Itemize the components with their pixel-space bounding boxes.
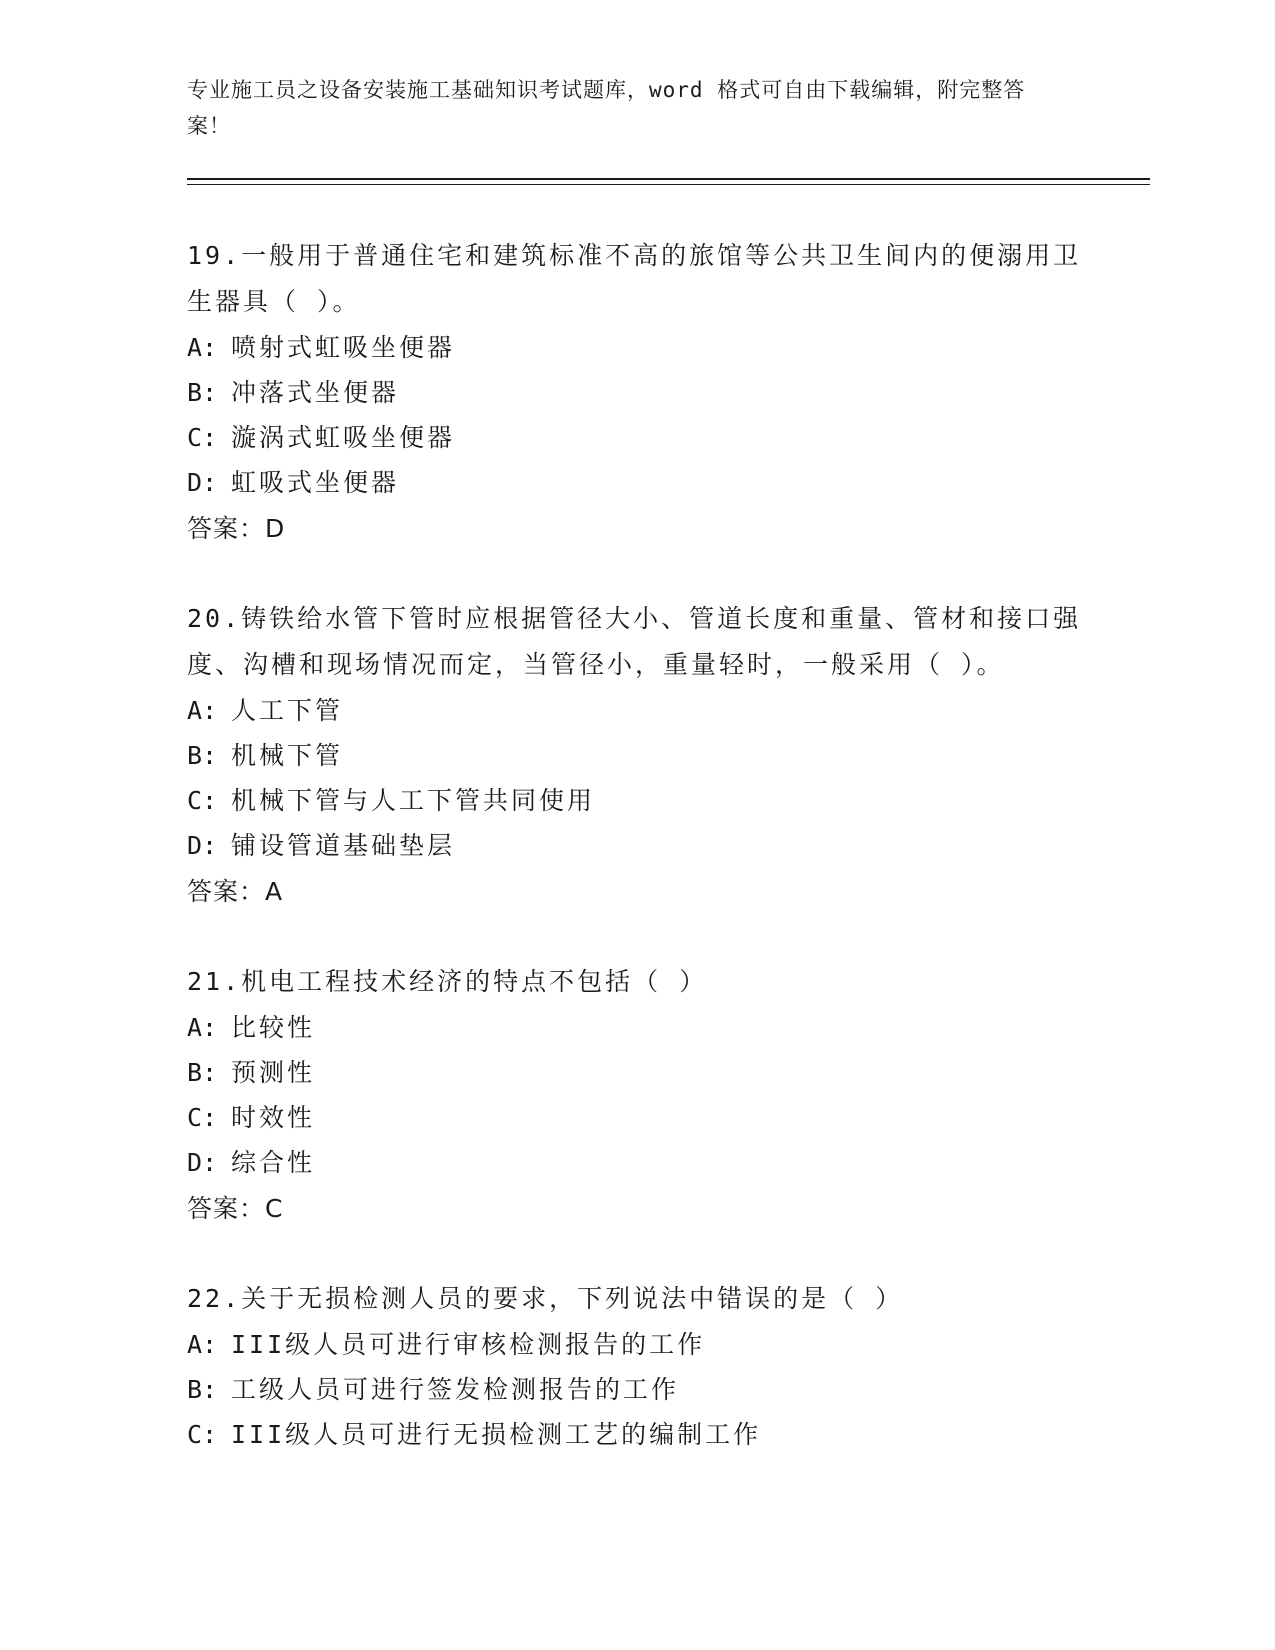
option-letter: C: [187, 423, 218, 452]
option-d [187, 1140, 1087, 1185]
header-rule-thick [187, 178, 1150, 180]
option-a [187, 1322, 1087, 1367]
option-b [187, 1050, 1087, 1095]
option-text: III级人员可进行审核检测报告的工作 [231, 1330, 706, 1359]
option-d [187, 823, 1087, 868]
option-a [187, 1005, 1087, 1050]
answer-line: 答案：D [187, 514, 286, 543]
question-stem: 19.一般用于普通住宅和建筑标准不高的旅馆等公共卫生间内的便溺用卫生器具（ ）。 [187, 241, 1082, 316]
question-19 [187, 233, 1087, 552]
option-letter: D: [187, 468, 218, 497]
option-letter: C: [187, 786, 218, 815]
option-c [187, 415, 1087, 460]
option-letter: B: [187, 741, 218, 770]
question-list [187, 233, 1087, 1501]
option-text: 时效性 [231, 1103, 316, 1132]
document-header: 专业施工员之设备安装施工基础知识考试题库，word 格式可自由下载编辑，附完整答案！ [187, 78, 1026, 138]
option-letter: A: [187, 1013, 218, 1042]
question-stem: 21.机电工程技术经济的特点不包括（ ） [187, 967, 708, 996]
option-text: 喷射式虹吸坐便器 [231, 333, 456, 362]
option-text: 漩涡式虹吸坐便器 [231, 423, 456, 452]
option-b [187, 733, 1087, 778]
option-text: 冲落式坐便器 [231, 378, 400, 407]
option-text: 综合性 [231, 1148, 316, 1177]
option-letter: A: [187, 696, 218, 725]
option-a [187, 325, 1087, 370]
option-c [187, 1095, 1087, 1140]
answer-line: 答案：A [187, 877, 284, 906]
option-letter: B: [187, 378, 218, 407]
option-letter: A: [187, 1330, 218, 1359]
option-letter: B: [187, 1375, 218, 1404]
option-text: III级人员可进行无损检测工艺的编制工作 [231, 1420, 762, 1449]
question-22 [187, 1276, 1087, 1457]
option-text: 铺设管道基础垫层 [231, 831, 456, 860]
question-20 [187, 596, 1087, 915]
option-b [187, 1367, 1087, 1412]
option-d [187, 460, 1087, 505]
option-a [187, 688, 1087, 733]
option-letter: C: [187, 1103, 218, 1132]
option-text: 预测性 [231, 1058, 316, 1087]
option-c [187, 778, 1087, 823]
option-b [187, 370, 1087, 415]
answer-line: 答案：C [187, 1194, 284, 1223]
option-text: 虹吸式坐便器 [231, 468, 400, 497]
question-21 [187, 959, 1087, 1232]
header-rule-thin [187, 184, 1150, 185]
option-letter: D: [187, 1148, 218, 1177]
option-letter: B: [187, 1058, 218, 1087]
option-text: 机械下管与人工下管共同使用 [231, 786, 596, 815]
option-letter: C: [187, 1420, 218, 1449]
option-c [187, 1412, 1087, 1457]
option-text: 比较性 [231, 1013, 316, 1042]
option-letter: D: [187, 831, 218, 860]
option-letter: A: [187, 333, 218, 362]
option-text: 人工下管 [231, 696, 344, 725]
question-stem: 20.铸铁给水管下管时应根据管径大小、管道长度和重量、管材和接口强度、沟槽和现场情况而定，当管径小，重量轻时，一般采用（ ）。 [187, 604, 1082, 679]
option-text: 工级人员可进行签发检测报告的工作 [231, 1375, 680, 1404]
option-text: 机械下管 [231, 741, 344, 770]
question-stem: 22.关于无损检测人员的要求，下列说法中错误的是（ ） [187, 1284, 904, 1313]
